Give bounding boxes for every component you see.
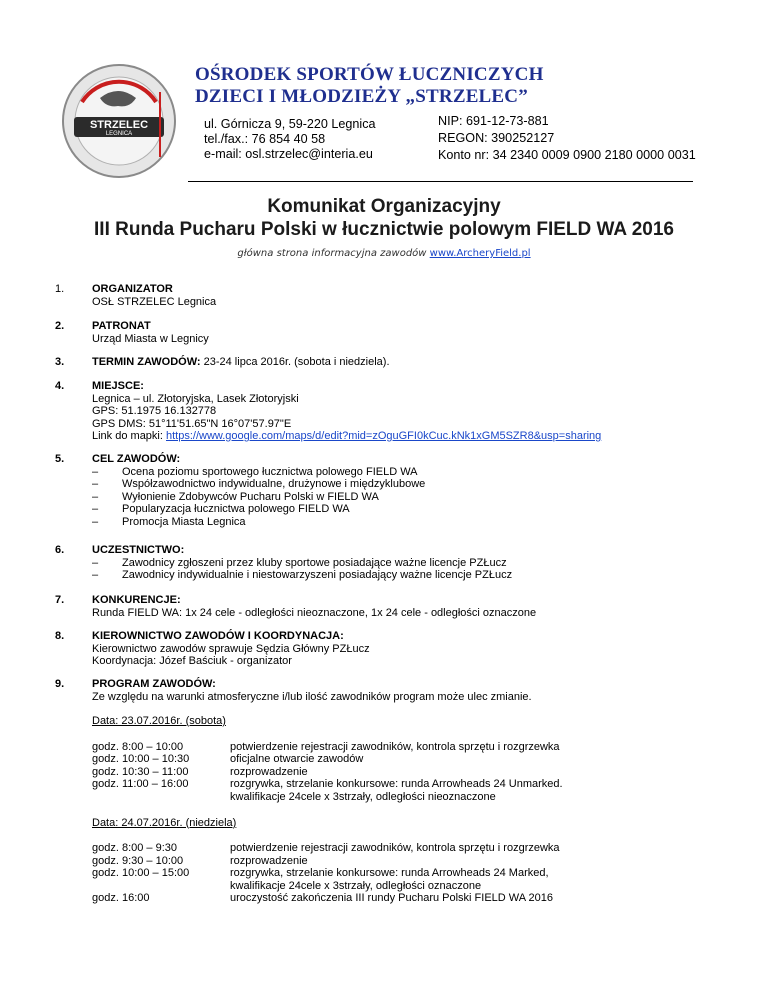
schedule-time: godz. 8:00 – 10:00: [92, 740, 184, 753]
day2-label: Data: 24.07.2016r. (niedziela): [92, 816, 237, 829]
section-number: 6.: [55, 544, 65, 556]
section-number: 9.: [55, 678, 65, 690]
section-heading: TERMIN ZAWODÓW:: [92, 356, 201, 368]
list-item: – Ocena poziomu sportowego łucznictwa polowego FIELD WA: [92, 466, 742, 479]
section-heading: KONKURENCJE:: [92, 594, 181, 606]
organization-title: [195, 64, 544, 108]
section-number: 4.: [55, 380, 65, 392]
list-item: – Współzawodnictwo indywidualne, drużynowe i międzyklubowe: [92, 478, 742, 491]
section-number: 8.: [55, 630, 65, 642]
schedule-desc: rozprowadzenie: [230, 765, 308, 778]
schedule-desc: kwalifikacje 24cele x 3strzały, odległości oznaczone: [230, 879, 482, 892]
schedule-row: [92, 766, 752, 779]
document-title: [0, 195, 768, 241]
map-link-label: Link do mapki:: [92, 430, 166, 442]
bank-account: Konto nr: 34 2340 0009 0900 2180 0000 0031: [438, 148, 696, 162]
schedule-row: [92, 753, 752, 766]
registration-block: [438, 113, 696, 164]
section-text: 23-24 lipca 2016r. (sobota i niedziela).: [200, 356, 390, 368]
participation-list: [92, 557, 742, 582]
schedule-row: [92, 791, 752, 804]
schedule-desc: rozprowadzenie: [230, 854, 308, 867]
schedule-desc: rozgrywka, strzelanie konkursowe: runda Arrowheads 24 Unmarked.: [230, 778, 563, 790]
schedule-desc: potwierdzenie rejestracji zawodników, kontrola sprzętu i rozgrzewka: [230, 842, 560, 854]
list-item: – Wyłonienie Zdobywców Pucharu Polski w FIELD WA: [92, 491, 742, 504]
club-logo: [60, 62, 178, 180]
section-number: 7.: [55, 594, 65, 606]
section-text: Urząd Miasta w Legnicy: [92, 332, 209, 345]
schedule-time: godz. 11:00 – 16:00: [92, 778, 189, 790]
day1-schedule: [92, 741, 742, 803]
section-number: 3.: [55, 356, 65, 368]
section-text: Runda FIELD WA: 1x 24 cele - odległości nieoznaczone, 1x 24 cele - odległości oznaczone: [92, 606, 537, 619]
program-intro: Ze względu na warunki atmosferyczne i/lub ilość zawodników program może ulec zmianie.: [92, 690, 532, 703]
schedule-row: [92, 855, 752, 868]
schedule-time: godz. 9:30 – 10:00: [92, 854, 184, 867]
section-text: Koordynacja: Józef Baściuk - organizator: [92, 655, 292, 667]
info-subtitle-text: główna strona informacyjna zawodów: [237, 248, 430, 259]
schedule-desc: potwierdzenie rejestracji zawodników, kontrola sprzętu i rozgrzewka: [230, 740, 560, 753]
section-heading: PROGRAM ZAWODÓW:: [92, 678, 216, 690]
section-text: Kierownictwo zawodów sprawuje Sędzia Główny PZŁucz: [92, 642, 370, 655]
section-heading: KIEROWNICTWO ZAWODÓW I KOORDYNACJA:: [92, 630, 344, 642]
section-text: OSŁ STRZELEC Legnica: [92, 295, 217, 308]
section-number: 5.: [55, 453, 65, 465]
location-gps-dms: GPS DMS: 51°11'51.65"N 16°07'57.97"E: [92, 417, 292, 430]
phone: tel./fax.: 76 854 40 58: [204, 132, 326, 146]
section-heading: CEL ZAWODÓW:: [92, 453, 181, 465]
document-title-line2: III Runda Pucharu Polski w łucznictwie polowym FIELD WA 2016: [94, 219, 674, 240]
header-divider: [188, 181, 693, 182]
map-link[interactable]: https://www.google.com/maps/d/edit?mid=zOguGFI0kCuc.kNk1xGM5SZR8&usp=sharing: [165, 430, 602, 442]
section-number: 2.: [55, 320, 65, 332]
schedule-row: [92, 867, 752, 880]
schedule-desc: oficjalne otwarcie zawodów: [230, 753, 364, 765]
location-address: Legnica – ul. Złotoryjska, Lasek Złotoryjski: [92, 392, 299, 405]
schedule-desc: kwalifikacje 24cele x 3strzały, odległości nieoznaczone: [230, 790, 496, 803]
day2-schedule: [92, 842, 742, 904]
location-gps: GPS: 51.1975 16.132778: [92, 405, 217, 417]
document-title-line1: Komunikat Organizacyjny: [267, 196, 501, 217]
schedule-row: [92, 880, 752, 893]
list-item: – Zawodnicy indywidualnie i niestowarzyszeni posiadający ważne licencje PZŁucz: [92, 569, 742, 582]
organization-title-line2: DZIECI I MŁODZIEŻY „STRZELEC”: [195, 86, 528, 107]
schedule-desc: rozgrywka, strzelanie konkursowe: runda Arrowheads 24 Marked,: [230, 867, 549, 879]
archeryfield-link[interactable]: www.ArcheryField.pl: [429, 248, 531, 259]
logo-subtext: LEGNICA: [105, 131, 133, 137]
list-item: – Zawodnicy zgłoszeni przez kluby sportowe posiadające ważne licencje PZŁucz: [92, 557, 742, 570]
schedule-row: [92, 842, 752, 855]
address: ul. Górnicza 9, 59-220 Legnica: [204, 117, 376, 131]
section-heading: MIEJSCE:: [92, 380, 144, 392]
schedule-time: godz. 10:00 – 15:00: [92, 867, 190, 879]
schedule-desc: uroczystość zakończenia III rundy Pucharu Polski FIELD WA 2016: [230, 892, 554, 904]
info-subtitle: [0, 248, 768, 259]
schedule-time: godz. 8:00 – 9:30: [92, 842, 178, 854]
schedule-time: godz. 10:00 – 10:30: [92, 753, 190, 765]
regon: REGON: 390252127: [438, 131, 555, 145]
section-number: 1.: [55, 283, 65, 295]
section-heading: PATRONAT: [92, 320, 151, 332]
schedule-time: godz. 16:00: [92, 892, 150, 904]
section-heading: ORGANIZATOR: [92, 283, 173, 295]
list-item: – Promocja Miasta Legnica: [92, 516, 742, 529]
schedule-row: [92, 741, 752, 754]
schedule-row: [92, 778, 752, 791]
map-link-row: [92, 430, 742, 443]
day1-label: Data: 23.07.2016r. (sobota): [92, 715, 226, 727]
schedule-row: [92, 892, 752, 905]
list-item: – Popularyzacja łucznictwa polowego FIELD WA: [92, 503, 742, 516]
schedule-time: godz. 10:30 – 11:00: [92, 765, 189, 778]
section-heading: UCZESTNICTWO:: [92, 544, 185, 556]
organization-title-line1: OŚRODEK SPORTÓW ŁUCZNICZYCH: [195, 64, 544, 85]
nip: NIP: 691-12-73-881: [438, 114, 549, 128]
goals-list: [92, 466, 742, 529]
email: e-mail: osl.strzelec@interia.eu: [204, 147, 373, 161]
contact-block: [204, 117, 376, 162]
logo-text: STRZELEC: [89, 119, 149, 131]
